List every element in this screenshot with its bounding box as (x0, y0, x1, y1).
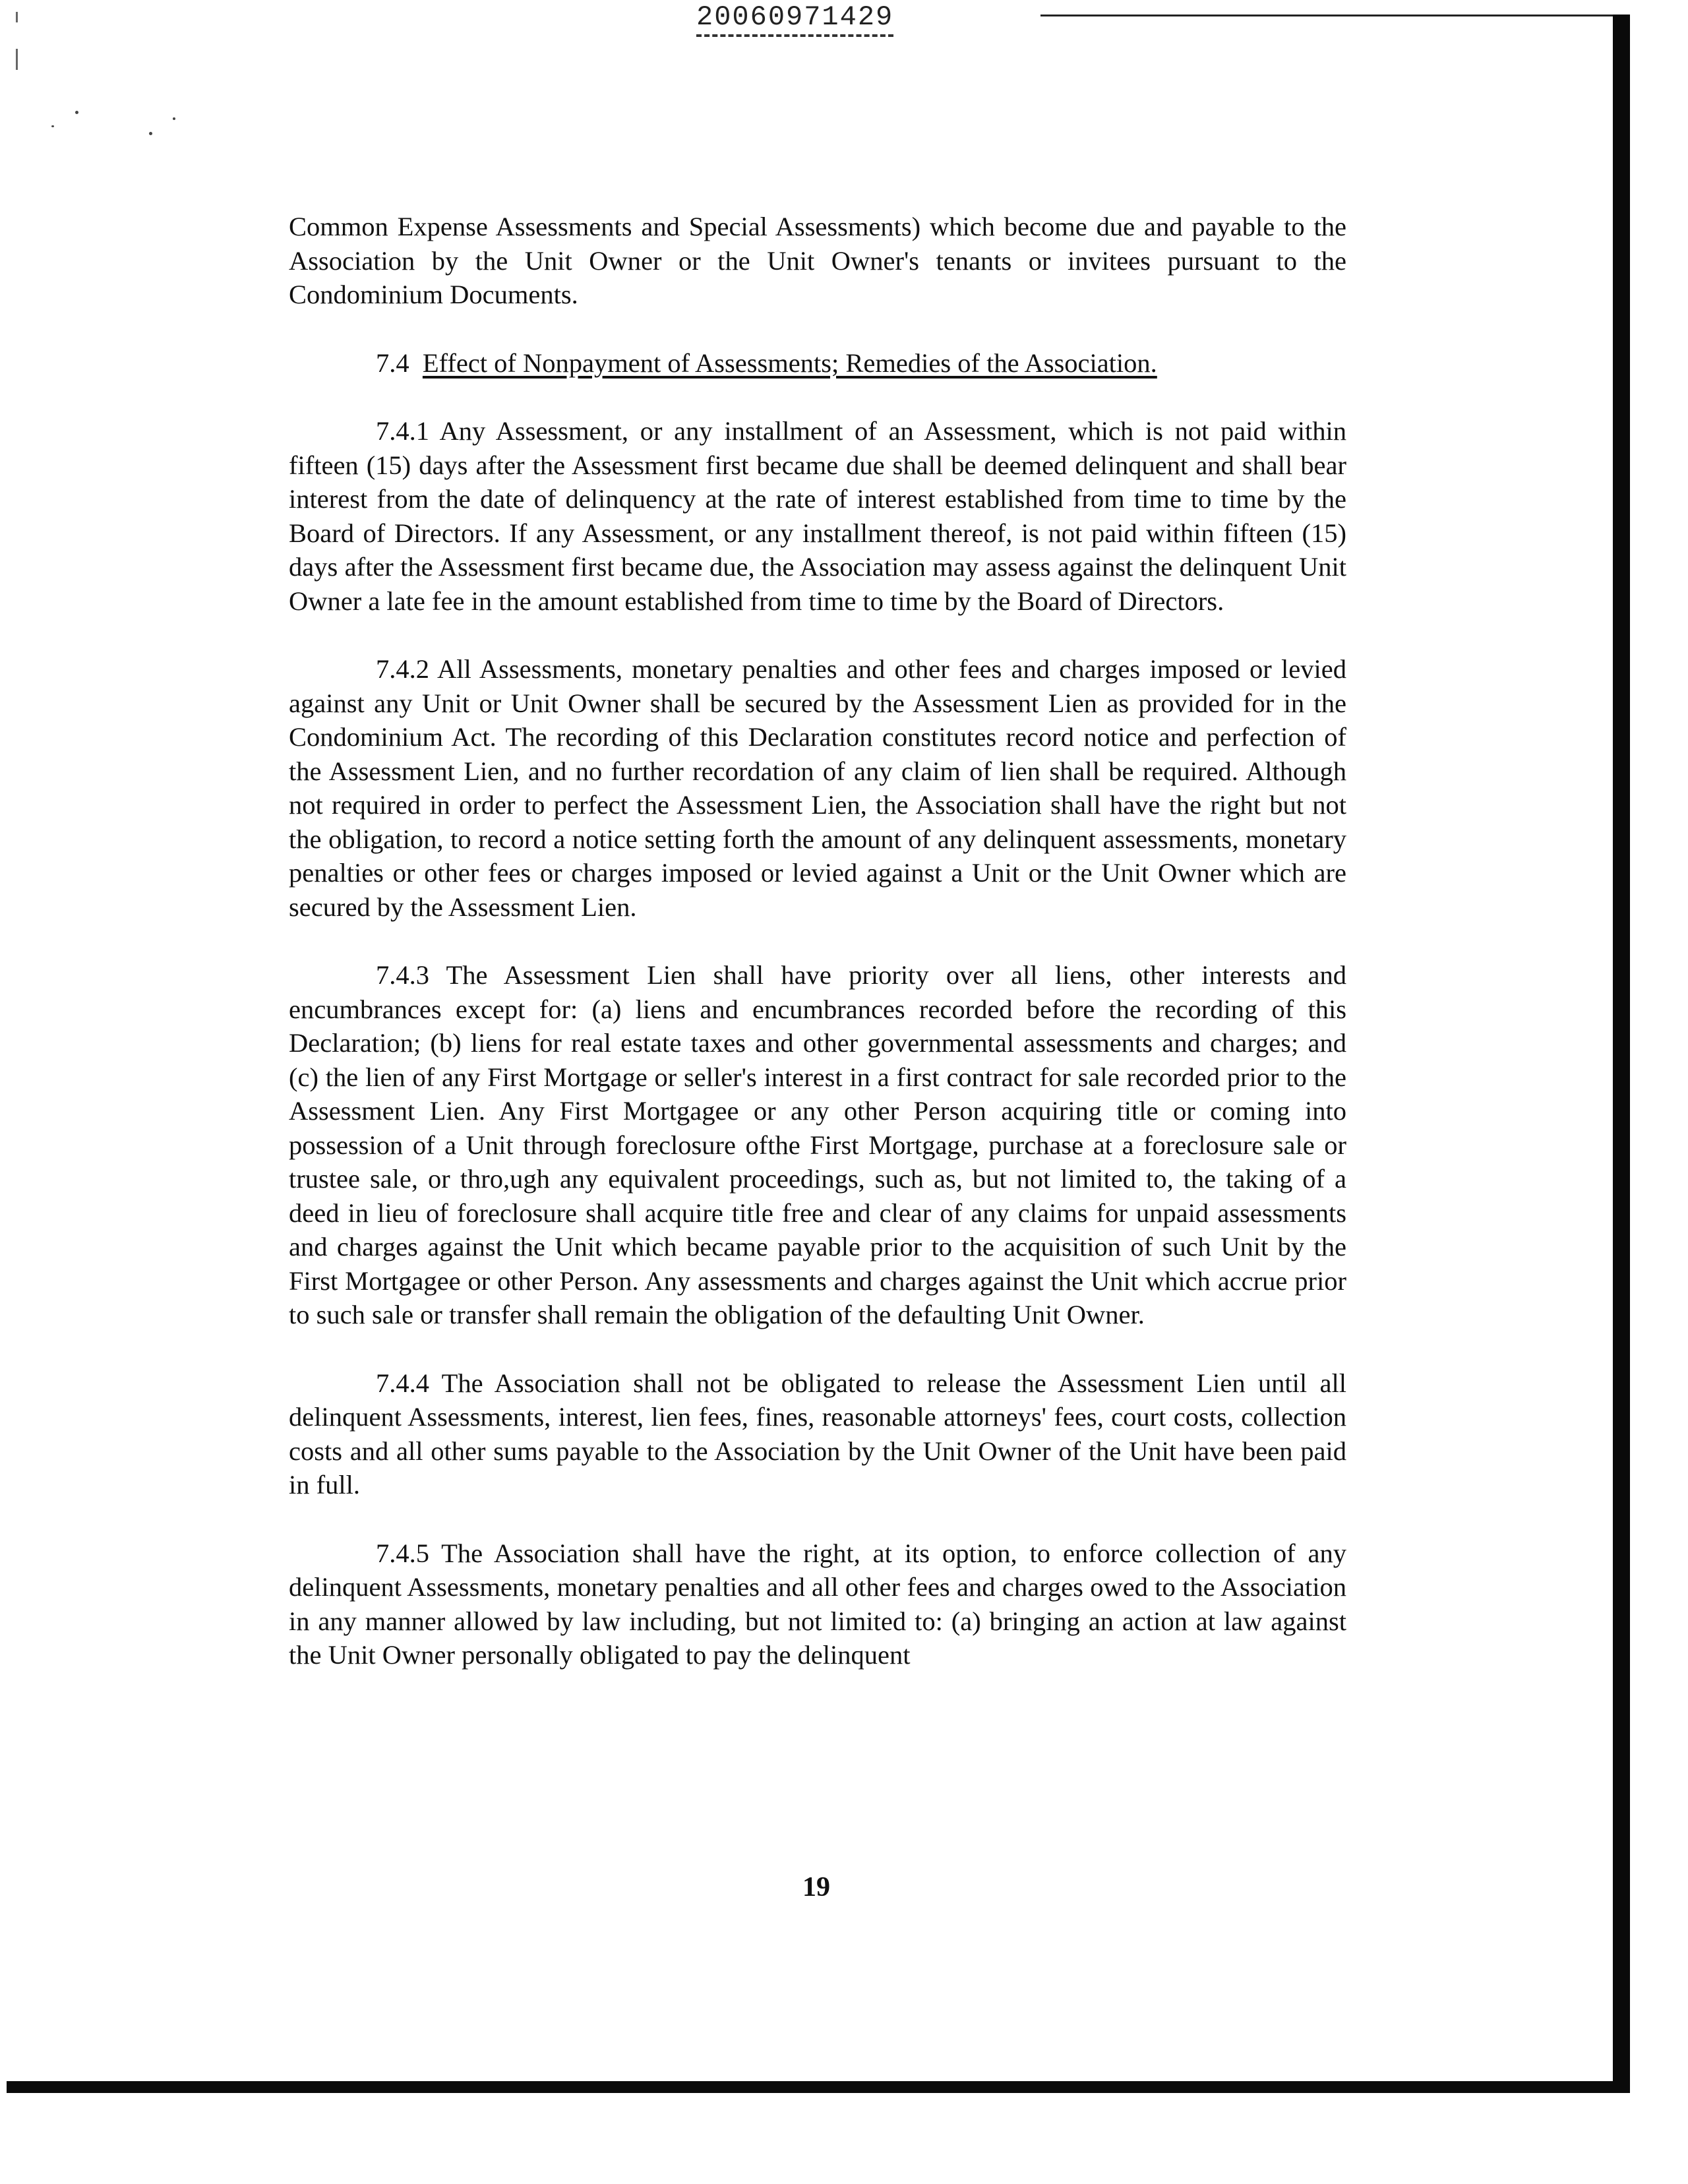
paragraph-7-4-4: 7.4.4 The Association shall not be obligated to release the Assessment Lien until all delinquent Assessments, interest, lien fees, fines, reasonable attorneys' fees, court costs, collection costs and all other sums payable to the Association by the Unit Owner of the Unit have been paid in full. (289, 1368, 1346, 1500)
document-body (289, 210, 1346, 1672)
section-title: Effect of Nonpayment of Assessments; Remedies of the Association. (422, 348, 1157, 378)
paragraph-7-4-5: 7.4.5 The Association shall have the right, at its option, to enforce collection of any delinquent Assessments, monetary penalties and all other fees and charges owed to the Association in any manner allowed by law including, but not limited to: (a) bringing an action at law against the Unit Owner personally obligated to pay the delinquent (289, 1538, 1346, 1670)
scan-speck (149, 132, 152, 135)
paragraph-7-4-1: 7.4.1 Any Assessment, or any installment of an Assessment, which is not paid within fifteen (15) days after the Assessment first became due shall be deemed delinquent and shall bear interest from the date of delinquency at the rate of interest established from time to time by the Board of Directors. If any Assessment, or any installment thereof, is not paid within fifteen (15) days after the Assessment first became due, the Association may assess against the delinquent Unit Owner a late fee in the amount established from time to time by the Board of Directors. (289, 416, 1346, 616)
continuation-paragraph: Common Expense Assessments and Special Assessments) which become due and payable to the Association by the Unit Owner or the Unit Owner's tenants or invitees pursuant to the Condominium Documents. (289, 212, 1346, 309)
scan-tick (16, 49, 18, 70)
paragraph-7-4-3: 7.4.3 The Assessment Lien shall have priority over all liens, other interests and encumbrances except for: (a) liens and encumbrances recorded before the recording of this Declaration; (b) liens for real estate taxes and other governmental assessments and charges; and (c) the lien of any First Mortgage or seller's interest in a first contract for sale recorded prior to the Assessment Lien. Any First Mortgagee or any other Person acquiring title or coming into possession of a Unit through foreclosure ofthe First Mortgage, purchase at a foreclosure sale or trustee sale, or thro,ugh any equivalent proceedings, such as, but not limited to, the taking of a deed in lieu of foreclosure shall acquire title free and clear of any claims for unpaid assessments and charges against the Unit which became payable prior to the acquisition of such Unit by the First Mortgagee or other Person. Any assessments and charges against the Unit which accrue prior to such sale or transfer shall remain the obligation of the defaulting Unit Owner. (289, 960, 1346, 1329)
bottom-scan-border (7, 2081, 1630, 2093)
section-heading (289, 346, 1346, 380)
paragraph-7-4-2: 7.4.2 All Assessments, monetary penalties and other fees and charges imposed or levied against any Unit or Unit Owner shall be secured by the Assessment Lien as provided for in the Condominium Act. The recording of this Declaration constitutes record notice and perfection of the Assessment Lien, and no further recordation of any claim of lien shall be required. Although not required in order to perfect the Assessment Lien, the Association shall have the right but not the obligation, to record a notice setting forth the amount of any delinquent assessments, monetary penalties or other fees or charges imposed or levied against a Unit or the Unit Owner which are secured by the Assessment Lien. (289, 654, 1346, 922)
page-number: 19 (802, 1872, 830, 1902)
scan-speck (173, 117, 175, 120)
document-number: 20060971429 (696, 1, 893, 37)
scan-speck (75, 111, 78, 114)
top-rule (1040, 15, 1621, 16)
scan-speck (51, 125, 54, 127)
right-scan-border (1613, 15, 1630, 2093)
section-number: 7.4 (376, 348, 409, 378)
scan-tick (16, 12, 18, 22)
